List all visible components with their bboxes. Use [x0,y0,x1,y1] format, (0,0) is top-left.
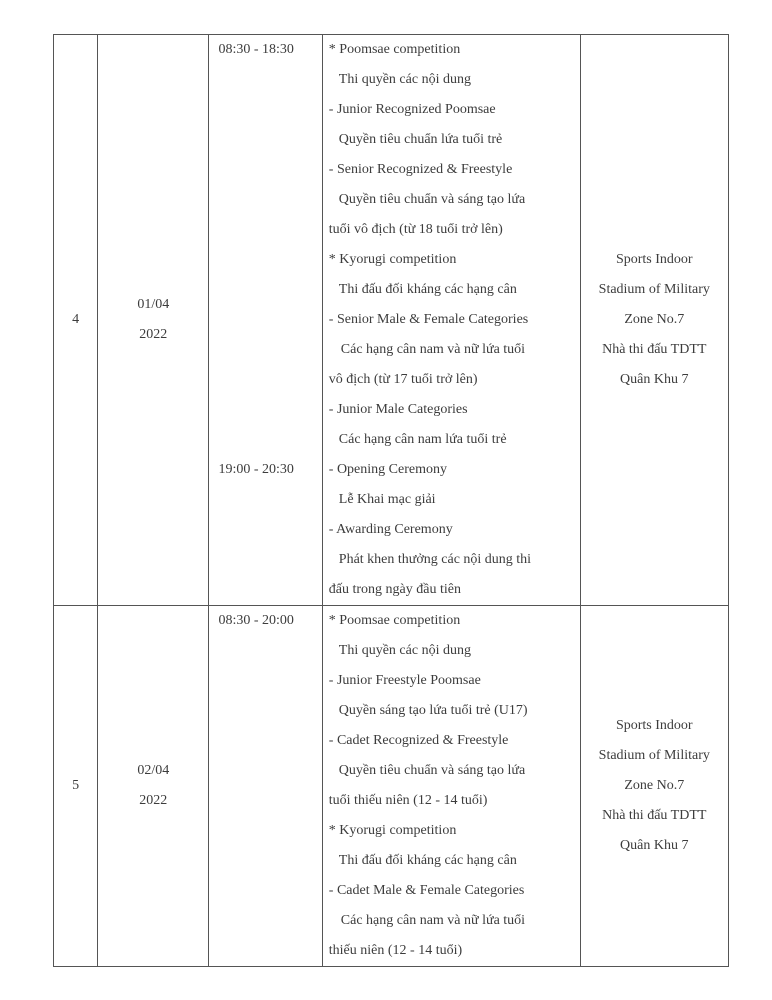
event-line: - Opening Ceremony [328,462,447,477]
event-line: - Junior Recognized Poomsae [328,102,496,117]
event-line: tuổi vô địch (từ 18 tuổi trở lên) [328,222,503,237]
venue-line: Quân Khu 7 [620,838,689,853]
venue-line: Zone No.7 [624,312,685,327]
event-line: tuổi thiếu niên (12 - 14 tuổi) [328,793,488,808]
event-line: vô địch (từ 17 tuổi trở lên) [328,372,478,387]
event-line: Thi đấu đối kháng các hạng cân [338,282,517,297]
event-line: - Junior Freestyle Poomsae [328,673,481,688]
event-cell [322,606,580,967]
venue-cell [580,35,728,606]
time-cell [209,606,322,967]
event-line: Quyền sáng tạo lứa tuổi trẻ (U17) [338,703,528,718]
event-line: Thi quyền các nội dung [338,72,471,87]
date-cell [98,606,209,967]
event-line: Lễ Khai mạc giải [338,492,436,507]
event-line: - Cadet Recognized & Freestyle [328,733,509,748]
event-line: Quyền tiêu chuẩn và sáng tạo lứa [338,192,526,207]
event-line: * Kyorugi competition [328,252,457,267]
date-day-month: 02/04 [137,763,170,778]
event-line: - Senior Recognized & Freestyle [328,162,513,177]
event-line: Phát khen thưởng các nội dung thi [338,552,532,567]
schedule-table [53,34,729,967]
time-slot: 08:30 - 20:00 [218,613,294,628]
event-line: Các hạng cân nam và nữ lứa tuổi [340,342,526,357]
venue-line: Zone No.7 [624,778,685,793]
event-line: * Poomsae competition [328,42,461,57]
venue-line: Sports Indoor [615,252,693,267]
event-line: Thi quyền các nội dung [338,643,471,658]
date-day-month: 01/04 [137,297,170,312]
venue-line: Stadium of Military [598,748,710,763]
event-line: - Junior Male Categories [328,402,468,417]
event-cell [322,35,580,606]
venue-line: Quân Khu 7 [620,372,689,387]
event-line: - Awarding Ceremony [328,522,453,537]
time-slot: 19:00 - 20:30 [218,462,294,477]
time-slot: 08:30 - 18:30 [218,42,294,57]
event-line: Thi đấu đối kháng các hạng cân [338,853,517,868]
time-cell [209,35,322,606]
event-line: * Kyorugi competition [328,823,457,838]
venue-line: Stadium of Military [598,282,710,297]
event-line: - Senior Male & Female Categories [328,312,529,327]
venue-line: Nhà thi đấu TDTT [602,808,707,823]
table-row [54,606,729,967]
event-line: Quyền tiêu chuẩn và sáng tạo lứa [338,763,526,778]
event-line: Các hạng cân nam lứa tuổi trẻ [338,432,507,447]
event-line: thiếu niên (12 - 14 tuổi) [328,943,463,958]
row-number: 4 [54,35,98,606]
row-number: 5 [54,606,98,967]
venue-cell [580,606,728,967]
date-year: 2022 [139,793,168,808]
table-row [54,35,729,606]
date-cell [98,35,209,606]
venue-line: Nhà thi đấu TDTT [602,342,707,357]
date-year: 2022 [139,327,168,342]
event-line: Quyền tiêu chuẩn lứa tuổi trẻ [338,132,503,147]
event-line: - Cadet Male & Female Categories [328,883,525,898]
venue-line: Sports Indoor [615,718,693,733]
event-line: Các hạng cân nam và nữ lứa tuổi [340,913,526,928]
event-line: đấu trong ngày đầu tiên [328,582,461,597]
event-line: * Poomsae competition [328,613,461,628]
